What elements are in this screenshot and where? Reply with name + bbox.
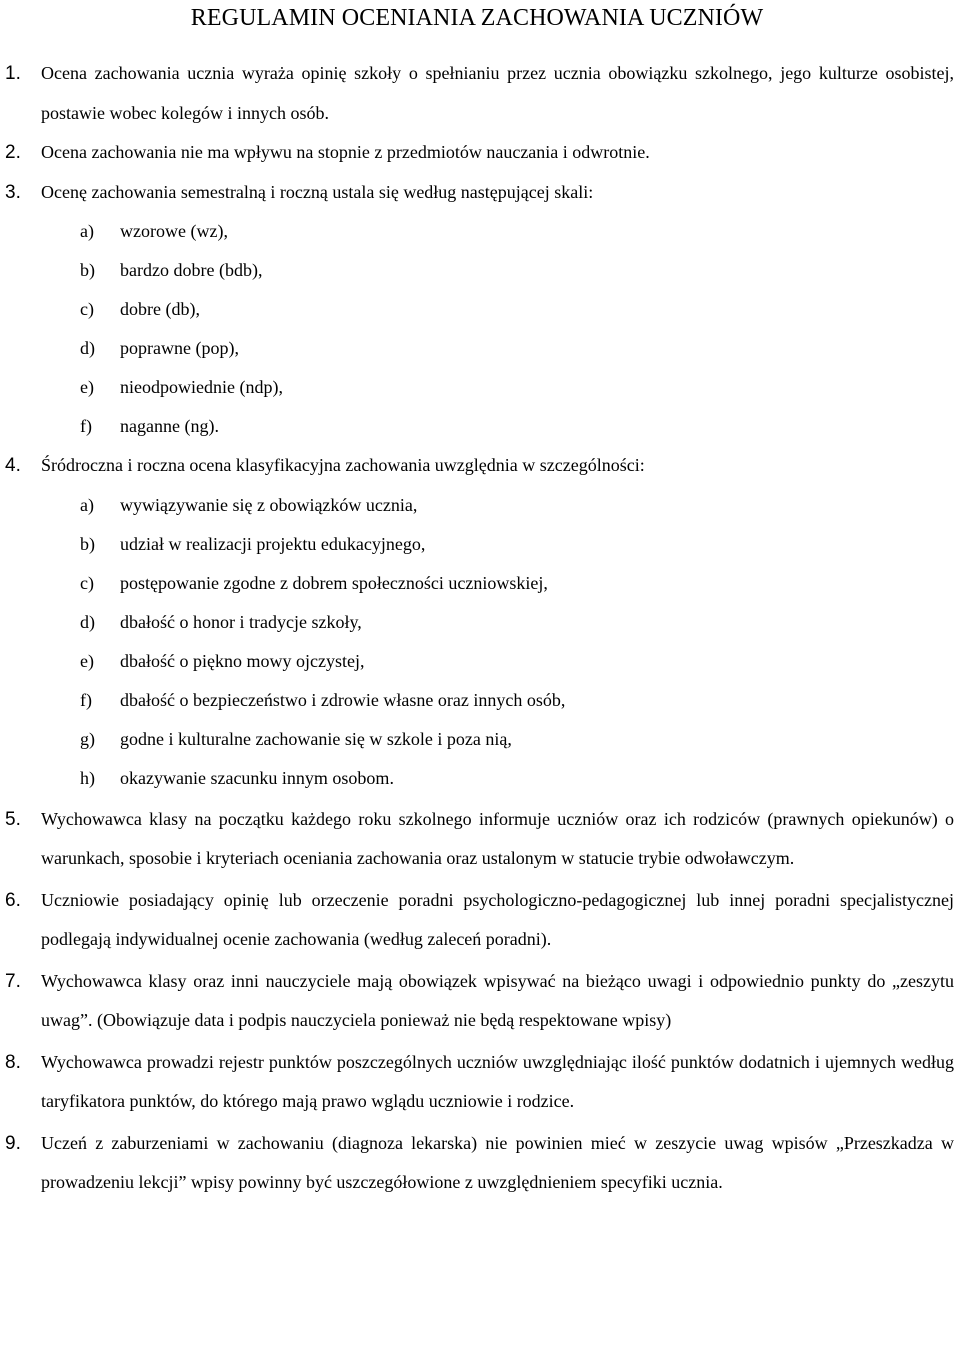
item-text: Ocena zachowania ucznia wyraża opinię szkoły o spełnianiu przez ucznia obowiązku szkolnego, jego kulturze osobistej, postawie wobec kolegów i innych osób. bbox=[41, 63, 954, 123]
item-text: Uczniowie posiadający opinię lub orzeczenie poradni psychologiczno-pedagogicznej lub innej poradni specjalistycznej podlegają indywidualnej ocenie zachowania (według zaleceń poradni). bbox=[41, 889, 954, 949]
sub-item bbox=[0, 564, 954, 603]
regulation-item-1 bbox=[0, 54, 954, 133]
item-text: Ocena zachowania nie ma wpływu na stopnie z przedmiotów nauczania i odwrotnie. bbox=[41, 142, 650, 162]
item-number: 6. bbox=[5, 889, 21, 911]
sub-item-letter: b) bbox=[80, 533, 95, 554]
sub-item-letter: g) bbox=[80, 728, 95, 749]
item-number: 5. bbox=[5, 808, 21, 830]
sub-item bbox=[0, 368, 954, 407]
sub-item-letter: f) bbox=[80, 689, 92, 710]
sub-item-letter: a) bbox=[80, 221, 94, 241]
sub-item-letter: e) bbox=[80, 650, 94, 671]
item-number: 1. bbox=[5, 63, 21, 84]
item-text: Śródroczna i roczna ocena klasyfikacyjna zachowania uwzględnia w szczególności: bbox=[41, 455, 645, 475]
sub-item-text: bardzo dobre (bdb), bbox=[120, 260, 263, 280]
sub-item-text: nieodpowiednie (ndp), bbox=[120, 377, 283, 397]
regulation-item-7 bbox=[0, 962, 954, 1041]
sub-item-text: postępowanie zgodne z dobrem społeczności uczniowskiej, bbox=[120, 572, 548, 593]
sub-item-text: dbałość o piękno mowy ojczystej, bbox=[120, 650, 365, 671]
sub-item bbox=[0, 290, 954, 329]
sub-item-text: dbałość o bezpieczeństwo i zdrowie własne oraz innych osób, bbox=[120, 689, 566, 710]
sub-item-text: wywiązywanie się z obowiązków ucznia, bbox=[120, 494, 418, 515]
regulation-item-5 bbox=[0, 800, 954, 879]
sub-item-letter: e) bbox=[80, 377, 94, 397]
item-number: 3. bbox=[5, 181, 21, 203]
criteria-list bbox=[41, 486, 954, 798]
grade-scale-list bbox=[41, 212, 954, 446]
sub-item-letter: b) bbox=[80, 260, 95, 280]
item-number: 7. bbox=[5, 970, 21, 992]
item-text: Wychowawca klasy oraz inni nauczyciele mają obowiązek wpisywać na bieżąco uwagi i odpowiednio punkty do „zeszytu uwag”. (Obowiązuje data i podpis nauczyciela ponieważ nie będą respektowane wpisy) bbox=[41, 970, 954, 1030]
sub-item-text: naganne (ng). bbox=[120, 416, 219, 436]
sub-item bbox=[0, 720, 954, 759]
sub-item-text: udział w realizacji projektu edukacyjnego, bbox=[120, 533, 426, 554]
sub-item-text: wzorowe (wz), bbox=[120, 221, 228, 241]
sub-item bbox=[0, 603, 954, 642]
sub-item-letter: h) bbox=[80, 767, 95, 788]
item-text: Wychowawca klasy na początku każdego roku szkolnego informuje uczniów oraz ich rodziców (prawnych opiekunów) o warunkach, sposobie i kryteriach oceniania zachowania oraz ustalonym w statucie trybie odwoławczym. bbox=[41, 808, 954, 868]
regulation-item-4 bbox=[0, 446, 954, 798]
item-text: Wychowawca prowadzi rejestr punktów poszczególnych uczniów uwzględniając ilość punktów dodatnich i ujemnych według taryfikatora punktów, do którego mają prawo wglądu uczniowie i rodzice. bbox=[41, 1051, 954, 1111]
item-number: 2. bbox=[5, 142, 21, 163]
sub-item bbox=[0, 486, 954, 525]
sub-item bbox=[0, 681, 954, 720]
sub-item-text: okazywanie szacunku innym osobom. bbox=[120, 767, 394, 788]
sub-item bbox=[0, 525, 954, 564]
sub-item-letter: c) bbox=[80, 299, 94, 319]
item-number: 4. bbox=[5, 455, 21, 476]
sub-item-text: dbałość o honor i tradycje szkoły, bbox=[120, 611, 362, 632]
regulation-item-2 bbox=[0, 133, 954, 173]
sub-item bbox=[0, 251, 954, 290]
sub-item-letter: d) bbox=[80, 611, 95, 632]
regulation-item-8 bbox=[0, 1043, 954, 1122]
sub-item bbox=[0, 212, 954, 251]
sub-item-letter: a) bbox=[80, 494, 94, 515]
sub-item-text: godne i kulturalne zachowanie się w szkole i poza nią, bbox=[120, 728, 512, 749]
regulation-item-9 bbox=[0, 1124, 954, 1203]
regulation-list bbox=[0, 54, 954, 1203]
item-number: 9. bbox=[5, 1132, 21, 1154]
sub-item-text: dobre (db), bbox=[120, 299, 200, 319]
sub-item bbox=[0, 759, 954, 798]
sub-item-text: poprawne (pop), bbox=[120, 338, 239, 358]
sub-item-letter: f) bbox=[80, 416, 92, 436]
item-number: 8. bbox=[5, 1051, 21, 1073]
regulation-item-6 bbox=[0, 881, 954, 960]
sub-item bbox=[0, 642, 954, 681]
item-text: Ocenę zachowania semestralną i roczną ustala się według następującej skali: bbox=[41, 181, 594, 202]
item-text: Uczeń z zaburzeniami w zachowaniu (diagnoza lekarska) nie powinien mieć w zeszycie uwag wpisów „Przeszkadza w prowadzeniu lekcji” wpisy powinny być uszczegółowione z uwzględnieniem specyfiki ucznia. bbox=[41, 1132, 954, 1192]
document-title: REGULAMIN OCENIANIA ZACHOWANIA UCZNIÓW bbox=[190, 5, 764, 31]
sub-item bbox=[0, 407, 954, 446]
sub-item-letter: c) bbox=[80, 572, 94, 593]
sub-item-letter: d) bbox=[80, 338, 95, 358]
sub-item bbox=[0, 329, 954, 368]
regulation-item-3 bbox=[0, 173, 954, 447]
